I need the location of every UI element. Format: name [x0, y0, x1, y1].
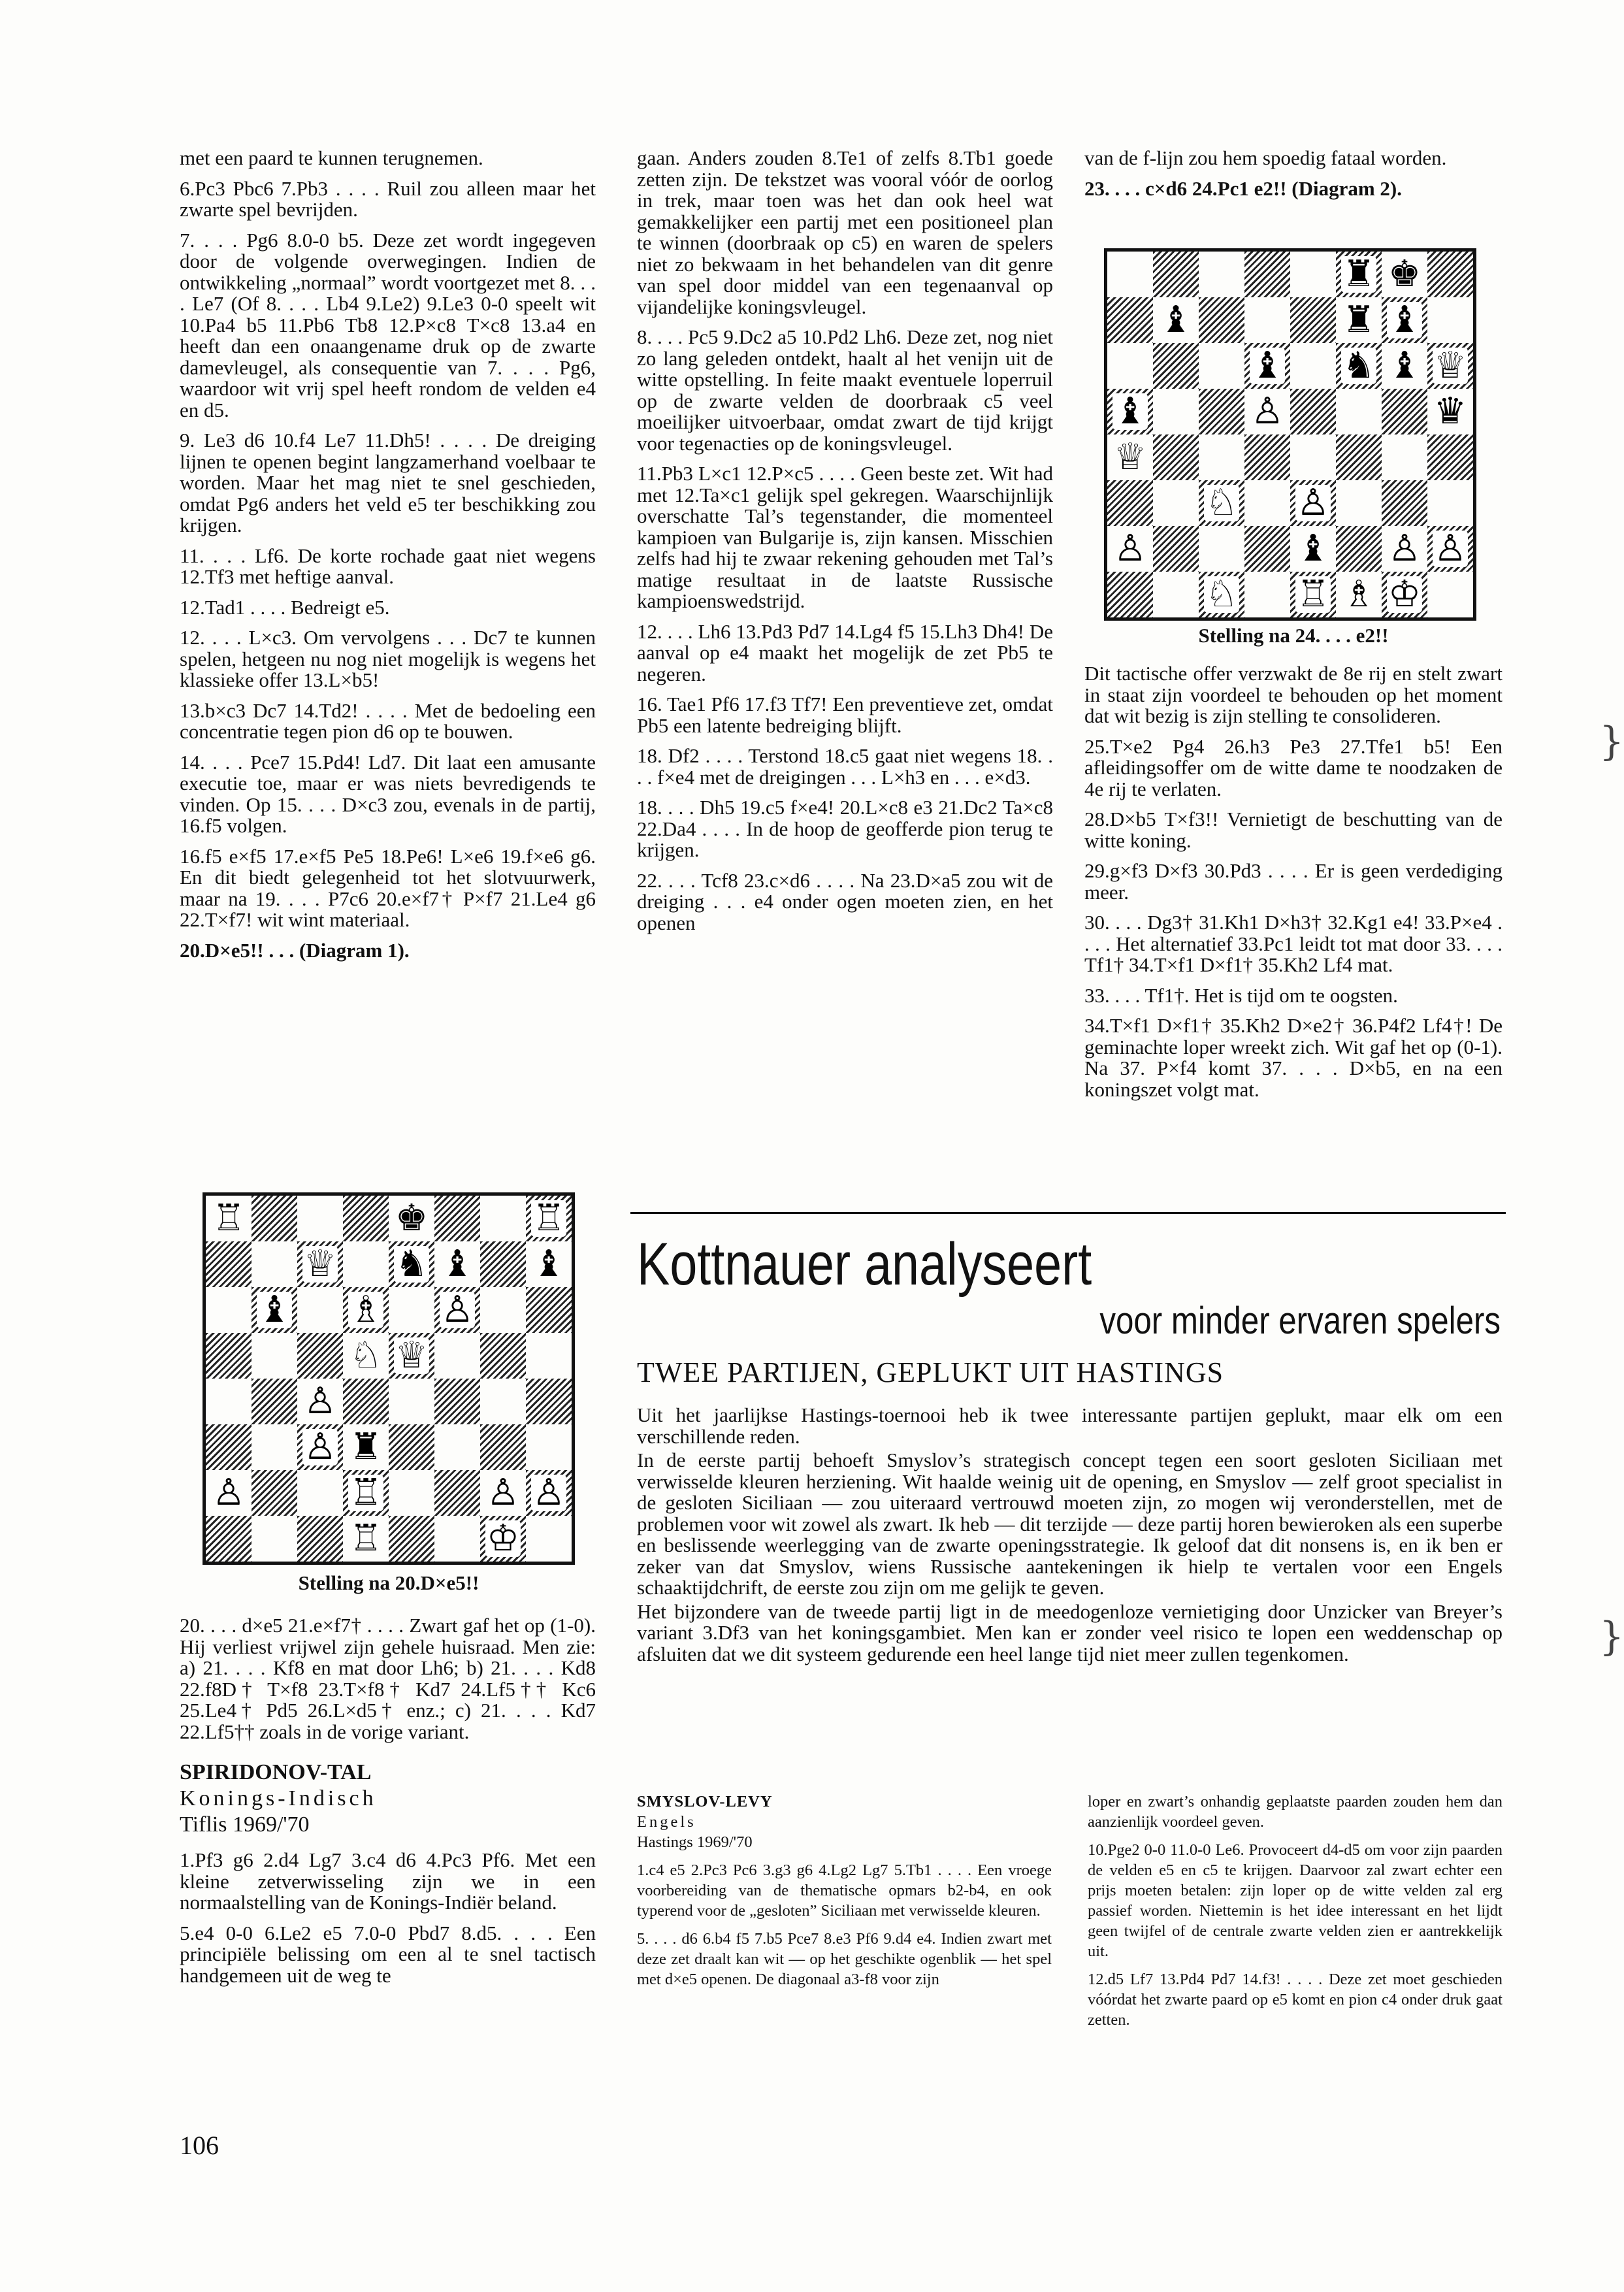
paragraph: 1.Pf3 g6 2.d4 Lg7 3.c4 d6 4.Pc3 Pf6. Met een kleine zetverwisseling zijn we in een normaalstelling van de Konings-Indiër beland.	[180, 1848, 596, 1914]
chess-piece-icon: ♝	[440, 1243, 474, 1285]
square-c1	[297, 1516, 343, 1562]
square-a6	[206, 1287, 252, 1333]
square-g5	[1382, 389, 1427, 434]
chess-piece-icon: ♗	[1342, 573, 1376, 615]
square-h1	[1427, 572, 1473, 617]
square-h6	[1427, 343, 1473, 389]
square-h5	[1427, 389, 1473, 434]
square-a5	[1107, 389, 1153, 434]
chess-piece-icon: ♙	[1433, 527, 1467, 570]
square-a3	[1107, 480, 1153, 526]
square-f6	[434, 1287, 480, 1333]
square-d5	[1244, 389, 1290, 434]
square-a6	[1107, 343, 1153, 389]
chess-piece-icon: ♚	[395, 1197, 429, 1239]
chess-piece-icon: ♕	[1433, 344, 1467, 387]
square-d1	[343, 1516, 389, 1562]
paragraph: Uit het jaarlijkse Hastings-toernooi heb ik twee interessante partijen geplukt, maar elk om een verschillende reden.	[637, 1403, 1502, 1448]
square-d6	[343, 1287, 389, 1333]
game-venue: Hastings 1969/'70	[637, 1833, 753, 1851]
square-e6	[389, 1287, 434, 1333]
paragraph: 33. . . . Tf1†. Het is tijd om te oogsten.	[1084, 983, 1398, 1007]
diagram-1-caption: Stelling na 20.D×e5!!	[298, 1571, 479, 1594]
square-c8	[1199, 252, 1244, 297]
square-a7	[1107, 297, 1153, 343]
chess-diagram-1	[203, 1192, 575, 1565]
chess-piece-icon: ♖	[349, 1517, 383, 1560]
square-c7	[297, 1241, 343, 1287]
square-e8	[389, 1196, 434, 1241]
paragraph: Dit tactische offer verzwakt de 8e rij en stelt zwart in staat zijn voordeel te behouden op het moment dat wit bezig is zijn stelling te consolideren.	[1084, 662, 1502, 727]
square-a3	[206, 1424, 252, 1470]
square-a5	[206, 1333, 252, 1379]
square-b1	[1153, 572, 1199, 617]
paragraph: 25.T×e2 Pg4 26.h3 Pe3 27.Tfe1 b5! Een afleidingsoffer om de witte dame te noodzaken de 4e rij te verlaten.	[1084, 734, 1502, 800]
square-b8	[1153, 252, 1199, 297]
square-e5	[1290, 389, 1336, 434]
square-b7	[252, 1241, 297, 1287]
game-venue: Tiflis 1969/'70	[180, 1812, 310, 1837]
column-3	[1084, 148, 1502, 208]
chess-diagram-2	[1104, 248, 1476, 621]
chess-piece-icon: ♝	[532, 1243, 566, 1285]
square-h5	[526, 1333, 572, 1379]
paragraph: 6.Pc3 Pbc6 7.Pb3 . . . . Ruil zou alleen maar het zwarte spel bevrijden.	[180, 176, 596, 221]
margin-bracket: }	[1599, 719, 1624, 764]
square-e5	[389, 1333, 434, 1379]
chess-piece-icon: ♙	[1388, 527, 1421, 570]
square-h4	[526, 1379, 572, 1424]
square-g2	[480, 1470, 526, 1516]
square-b3	[1153, 480, 1199, 526]
paragraph: gaan. Anders zouden 8.Te1 of zelfs 8.Tb1 goede zetten zijn. De tekstzet was vooral vóór de oorlog in trek, maar toen was het dan ook heel wat gemakkelijker een partij met een positioneel plan te winnen (doorbraak op c5) en waren de spelers niet zo bekwaam in het behandelen van dit genre van spel door middel van een tegenaanval op vijandelijke koningsvleugel.	[637, 146, 1053, 318]
square-f2	[434, 1470, 480, 1516]
chess-piece-icon: ♙	[1113, 527, 1147, 570]
chess-piece-icon: ♙	[212, 1471, 246, 1514]
chess-piece-icon: ♘	[1205, 573, 1239, 615]
chess-piece-icon: ♖	[349, 1471, 383, 1514]
column-2	[637, 148, 1053, 943]
square-f8	[1336, 252, 1382, 297]
square-e1	[1290, 572, 1336, 617]
square-e6	[1290, 343, 1336, 389]
paragraph: 7. . . . Pg6 8.0-0 b5. Deze zet wordt ingegeven door de volgende overwegingen. Indien de ontwikkeling „normaal” wordt voortgezet met 8. . . . Le7 (Of 8. . . . Lb4 9.Le2) 9.Le3 0-0 speelt wit 10.Pa4 b5 11.Pb6 Tb8 12.P×c8 T×c8 13.a4 en heeft dan een onaangename druk op de zwarte damevleugel, als consequentie van 7. . . . Pg6, waardoor wit vrij spel heeft rondom de velden e4 en d5.	[180, 228, 596, 421]
chess-piece-icon: ♘	[1205, 482, 1239, 524]
game-opening: Engels	[637, 1813, 696, 1831]
paragraph: 29.g×f3 D×f3 30.Pd3 . . . . Er is geen verdediging meer.	[1084, 859, 1502, 904]
square-d1	[1244, 572, 1290, 617]
square-a1	[206, 1516, 252, 1562]
paragraph: 22. . . . Tcf8 23.c×d6 . . . . Na 23.D×a5 zou wit de dreiging . . . e4 onder ogen moeten zien, en het openen	[637, 868, 1053, 934]
square-h2	[526, 1470, 572, 1516]
paragraph: 5. . . . d6 6.b4 f5 7.b5 Pce7 8.e3 Pf6 9.d4 e4. Indien zwart met deze zet draalt kan wit — op het geschikte ogenblik — het spel met d×e5 openen. De diagonaal a3-f8 voor zijn	[637, 1930, 1052, 1988]
square-d3	[343, 1424, 389, 1470]
square-b4	[252, 1379, 297, 1424]
square-b3	[252, 1424, 297, 1470]
square-d2	[1244, 526, 1290, 572]
square-d3	[1244, 480, 1290, 526]
square-c5	[297, 1333, 343, 1379]
paragraph: 20. . . . d×e5 21.e×f7† . . . . Zwart gaf het op (1-0). Hij verliest vrijwel zijn gehele huisraad. Men zie: a) 21. . . . Kf8 en mat door Lh6; b) 21. . . . Kd8 22.f8D† T×f8 23.T×f8† Kd7 24.Lf5†† Kc6 25.Le4† Pd5 26.L×d5† enz.; c) 21. . . . Kd7 22.Lf5†† zoals in de vorige variant.	[180, 1614, 596, 1743]
chess-piece-icon: ♞	[1342, 344, 1376, 387]
paragraph: 16. Tae1 Pf6 17.f3 Tf7! Een preventieve zet, omdat Pb5 een latente bedreiging blijft.	[637, 693, 1053, 737]
paragraph: 13.b×c3 Dc7 14.Td2! . . . . Met de bedoeling een concentratie tegen pion d6 op te bouwen.	[180, 698, 596, 743]
chess-piece-icon: ♙	[1296, 482, 1330, 524]
square-g4	[1382, 434, 1427, 480]
square-g3	[1382, 480, 1427, 526]
square-a8	[206, 1196, 252, 1241]
chess-piece-icon: ♙	[532, 1471, 566, 1514]
square-h7	[1427, 297, 1473, 343]
square-f7	[434, 1241, 480, 1287]
square-g6	[480, 1287, 526, 1333]
chess-piece-icon: ♙	[1250, 390, 1284, 433]
square-h6	[526, 1287, 572, 1333]
square-d4	[343, 1379, 389, 1424]
square-c6	[1199, 343, 1244, 389]
square-f8	[434, 1196, 480, 1241]
chess-piece-icon: ♕	[1113, 436, 1147, 478]
square-f2	[1336, 526, 1382, 572]
chess-piece-icon: ♙	[303, 1426, 337, 1468]
paragraph: 11.Pb3 L×c1 12.P×c5 . . . . Geen beste zet. Wit had met 12.Ta×c1 gelijk spel gekregen. Waarschijnlijk overschatte Tal’s tegenstander, die momenteel kampioen van Bulgarije is, zijn kansen. Misschien zelfs had hij te zwaar rekening gehouden met Tal’s matige resultaat in de laatste Russische kampioenswedstrijd.	[637, 462, 1053, 612]
paragraph: 10.Pge2 0-0 11.0-0 Le6. Provoceert d4-d5 om voor zijn paarden de velden e5 en c5 te krijgen. Daarvoor zal zwart echter een prijs moeten betalen: zijn loper op de witte velden zal erg passief worden. Niettemin is het idee interessant en het lijdt geen twijfel of de centrale zwarte velden zien er aantrekkelijk uit.	[1088, 1841, 1502, 1960]
square-c8	[297, 1196, 343, 1241]
square-c2	[297, 1470, 343, 1516]
chess-piece-icon: ♛	[1433, 390, 1467, 433]
square-d7	[343, 1241, 389, 1287]
square-f4	[434, 1379, 480, 1424]
square-f5	[434, 1333, 480, 1379]
chess-piece-icon: ♘	[349, 1334, 383, 1377]
square-d6	[1244, 343, 1290, 389]
article-column-right	[1088, 1792, 1502, 2038]
square-e7	[1290, 297, 1336, 343]
chess-piece-icon: ♝	[1296, 527, 1330, 570]
article-headline: TWEE PARTIJEN, GEPLUKT UIT HASTINGS	[637, 1356, 1224, 1388]
square-f4	[1336, 434, 1382, 480]
square-a8	[1107, 252, 1153, 297]
square-d8	[343, 1196, 389, 1241]
square-e2	[1290, 526, 1336, 572]
square-b2	[252, 1470, 297, 1516]
square-d8	[1244, 252, 1290, 297]
square-b5	[1153, 389, 1199, 434]
square-f3	[434, 1424, 480, 1470]
square-g1	[1382, 572, 1427, 617]
square-h3	[1427, 480, 1473, 526]
square-g3	[480, 1424, 526, 1470]
square-e4	[1290, 434, 1336, 480]
square-b1	[252, 1516, 297, 1562]
square-b6	[252, 1287, 297, 1333]
square-c5	[1199, 389, 1244, 434]
square-f3	[1336, 480, 1382, 526]
paragraph: 9. Le3 d6 10.f4 Le7 11.Dh5! . . . . De dreiging lijnen te openen begint langzamerhand voelbaar te worden. Maar het mag niet te snel geschieden, omdat Pg6 anders het veld e5 ter beschikking zou krijgen.	[180, 429, 596, 536]
paragraph: 1.c4 e5 2.Pc3 Pc6 3.g3 g6 4.Lg2 Lg7 5.Tb1 . . . . Een vroege voorbereiding van de thematische opmars b2-b4, en ook typerend voor de „gesloten” Siciliaan met verwisselde kleuren.	[637, 1861, 1052, 1920]
paragraph: 23. . . . c×d6 24.Pc1 e2!! (Diagram 2).	[1084, 176, 1402, 200]
square-f7	[1336, 297, 1382, 343]
chess-piece-icon: ♙	[440, 1288, 474, 1331]
chess-piece-icon: ♖	[212, 1197, 246, 1239]
article-column-left	[637, 1792, 1052, 1997]
column-3-bottom	[1084, 663, 1502, 1109]
chess-piece-icon: ♝	[1113, 390, 1147, 433]
chess-piece-icon: ♞	[395, 1243, 429, 1285]
paragraph: 14. . . . Pce7 15.Pd4! Ld7. Dit laat een amusante executie toe, maar er was niets bevredigends te vinden. Op 15. . . . D×c3 zou, evenals in de partij, 16.f5 volgen.	[180, 750, 596, 837]
chess-piece-icon: ♕	[395, 1334, 429, 1377]
chess-piece-icon: ♜	[1342, 253, 1376, 295]
page-number: 106	[180, 2131, 219, 2160]
square-c3	[1199, 480, 1244, 526]
square-h2	[1427, 526, 1473, 572]
paragraph: met een paard te kunnen terugnemen.	[180, 146, 483, 169]
article-subtitle: voor minder ervaren spelers	[1099, 1300, 1501, 1342]
chess-piece-icon: ♝	[1388, 299, 1421, 341]
diagram-2-caption: Stelling na 24. . . . e2!!	[1198, 624, 1389, 647]
chess-piece-icon: ♖	[1296, 573, 1330, 615]
square-e3	[389, 1424, 434, 1470]
column-1-bottom	[180, 1615, 596, 1995]
square-g8	[480, 1196, 526, 1241]
square-g4	[480, 1379, 526, 1424]
chess-piece-icon: ♕	[303, 1243, 337, 1285]
square-g2	[1382, 526, 1427, 572]
paragraph: 18. Df2 . . . . Terstond 18.c5 gaat niet wegens 18. . . . f×e4 met de dreigingen . . . L×h3 en . . . e×d3.	[637, 744, 1053, 789]
section-divider	[630, 1212, 1506, 1214]
paragraph: 12.d5 Lf7 13.Pd4 Pd7 14.f3! . . . . Deze zet moet geschieden vóórdat het zwarte paard op e5 komt en pion c4 onder druk gaat zetten.	[1088, 1971, 1502, 2029]
paragraph: 16.f5 e×f5 17.e×f5 Pe5 18.Pe6! L×e6 19.f×e6 g6. En dit biedt gelegenheid tot het slotvuurwerk, maar na 19. . . . P7c6 20.e×f7† P×f7 21.Le4 g6 22.T×f7! wit wint materiaal.	[180, 844, 596, 931]
chess-piece-icon: ♖	[532, 1197, 566, 1239]
square-c2	[1199, 526, 1244, 572]
paragraph: 8. . . . Pc5 9.Dc2 a5 10.Pd2 Lh6. Deze zet, nog niet zo lang geleden ontdekt, haalt al het venijn uit de witte opstelling. In feite maakt eventuele loperruil op de zwarte velden de doorbraak c5 veel moeilijker uitvoerbaar, omdat zwart de tijd krijgt voor tegenacties op de koningsvleugel.	[637, 325, 1053, 455]
square-e3	[1290, 480, 1336, 526]
square-e8	[1290, 252, 1336, 297]
game-opening: Konings-Indisch	[180, 1786, 377, 1810]
paragraph: 5.e4 0-0 6.Le2 e5 7.0-0 Pbd7 8.d5. . . . Een principiële belissing om een al te snel tactisch handgemeen uit de weg te	[180, 1921, 596, 1987]
square-d2	[343, 1470, 389, 1516]
chess-piece-icon: ♔	[486, 1517, 520, 1560]
chess-piece-icon: ♝	[1388, 344, 1421, 387]
square-h8	[1427, 252, 1473, 297]
paragraph: 18. . . . Dh5 19.c5 f×e4! 20.L×c8 e3 21.Dc2 Ta×c8 22.Da4 . . . . In de hoop de geofferde pion terug te krijgen.	[637, 796, 1053, 861]
square-b5	[252, 1333, 297, 1379]
square-b6	[1153, 343, 1199, 389]
square-c1	[1199, 572, 1244, 617]
square-d5	[343, 1333, 389, 1379]
chess-piece-icon: ♝	[1250, 344, 1284, 387]
chess-piece-icon: ♙	[303, 1380, 337, 1422]
square-a1	[1107, 572, 1153, 617]
square-g7	[1382, 297, 1427, 343]
square-a4	[1107, 434, 1153, 480]
square-g7	[480, 1241, 526, 1287]
square-g6	[1382, 343, 1427, 389]
square-b2	[1153, 526, 1199, 572]
square-a7	[206, 1241, 252, 1287]
paragraph: 12. . . . Lh6 13.Pd3 Pd7 14.Lg4 f5 15.Lh3 Dh4! De aanval op e4 maakt het mogelijk de zet Pb5 te negeren.	[637, 619, 1053, 685]
square-a2	[1107, 526, 1153, 572]
square-h7	[526, 1241, 572, 1287]
square-f1	[1336, 572, 1382, 617]
square-e4	[389, 1379, 434, 1424]
square-g8	[1382, 252, 1427, 297]
square-d7	[1244, 297, 1290, 343]
square-h1	[526, 1516, 572, 1562]
column-1	[180, 148, 596, 970]
paragraph: loper en zwart’s onhandig geplaatste paarden zouden hem dan aanzienlijk voordeel geven.	[1088, 1793, 1502, 1831]
square-f6	[1336, 343, 1382, 389]
square-g5	[480, 1333, 526, 1379]
square-e1	[389, 1516, 434, 1562]
paragraph: 30. . . . Dg3† 31.Kh1 D×h3† 32.Kg1 e4! 33.P×e4 . . . . Het alternatief 33.Pc1 leidt tot mat door 33. . . . Tf1† 34.T×f1 D×f1† 35.Kh2 Lf4 mat.	[1084, 911, 1502, 976]
chess-piece-icon: ♜	[1342, 299, 1376, 341]
square-f5	[1336, 389, 1382, 434]
chess-piece-icon: ♗	[349, 1288, 383, 1331]
paragraph: 12.Tad1 . . . . Bedreigt e5.	[180, 595, 390, 619]
article-title: Kottnauer analyseert	[637, 1231, 1092, 1298]
chess-piece-icon: ♔	[1388, 573, 1421, 615]
game-name: SMYSLOV-LEVY	[637, 1793, 773, 1810]
chess-piece-icon: ♜	[349, 1426, 383, 1468]
square-b8	[252, 1196, 297, 1241]
paragraph: 20.D×e5!! . . . (Diagram 1).	[180, 938, 410, 962]
square-h4	[1427, 434, 1473, 480]
square-c4	[297, 1379, 343, 1424]
square-e2	[389, 1470, 434, 1516]
square-d4	[1244, 434, 1290, 480]
game-name: SPIRIDONOV-TAL	[180, 1760, 372, 1784]
article-intro	[637, 1405, 1502, 1667]
square-a4	[206, 1379, 252, 1424]
chess-piece-icon: ♙	[486, 1471, 520, 1514]
square-g1	[480, 1516, 526, 1562]
paragraph: 12. . . . L×c3. Om vervolgens . . . Dc7 te kunnen spelen, hetgeen nu nog niet mogelijk is wegens het klassieke offer 13.L×b5!	[180, 626, 596, 691]
paragraph: In de eerste partij behoeft Smyslov’s strategisch concept tegen een soort gesloten Siciliaan met verwisselde kleuren herziening. Wit haalde weinig uit de opening, en Smyslov — zelf groot specialist in de gesloten Siciliaan — zou uiteraard vertrouwd moeten zijn, zo mogen wij veronderstellen, met de problemen voor wit zowel als zwart. Ik heb — dit terzijde — deze partij horen bewieroken als een superbe en beslissende weerlegging van de zwarte openingsstrategie. Ik geloof dat dit nonsens is, en ik ben er zeker van dat Smyslov, wiens Russische aantekeningen ik hielp te vertalen voor een Engels schaaktijdchrift, de eerste zou zijn om me gelijk te geven.	[637, 1449, 1502, 1599]
paragraph: Het bijzondere van de tweede partij ligt in de meedogenloze vernietiging door Unzicker van Breyer’s variant 3.Df3 van het koningsgambiet. Men kan er zonder veel risico te lopen een weddenschap op afsluiten dat we dit systeem gedurende een heel lange tijd niet meer zullen tegenkomen.	[637, 1599, 1502, 1665]
square-h3	[526, 1424, 572, 1470]
paragraph: 34.T×f1 D×f1† 35.Kh2 D×e2† 36.P4f2 Lf4†! De geminachte loper wreekt zich. Wit gaf het op (0-1). Na 37. P×f4 komt 37. . . . D×b5, en na een koningszet volgt mat.	[1084, 1014, 1502, 1101]
paragraph: 28.D×b5 T×f3!! Vernietigt de beschutting van de witte koning.	[1084, 808, 1502, 852]
square-b4	[1153, 434, 1199, 480]
paragraph: 11. . . . Lf6. De korte rochade gaat niet wegens 12.Tf3 met heftige aanval.	[180, 544, 596, 588]
square-h8	[526, 1196, 572, 1241]
square-c3	[297, 1424, 343, 1470]
chess-piece-icon: ♚	[1388, 253, 1421, 295]
column-1-top	[180, 148, 596, 961]
square-a2	[206, 1470, 252, 1516]
paragraph: van de f-lijn zou hem spoedig fataal worden.	[1084, 146, 1447, 169]
chess-piece-icon: ♝	[1159, 299, 1193, 341]
square-f1	[434, 1516, 480, 1562]
square-e7	[389, 1241, 434, 1287]
square-c4	[1199, 434, 1244, 480]
square-b7	[1153, 297, 1199, 343]
chess-piece-icon: ♝	[257, 1288, 291, 1331]
square-c6	[297, 1287, 343, 1333]
margin-bracket: }	[1599, 1614, 1624, 1660]
square-c7	[1199, 297, 1244, 343]
